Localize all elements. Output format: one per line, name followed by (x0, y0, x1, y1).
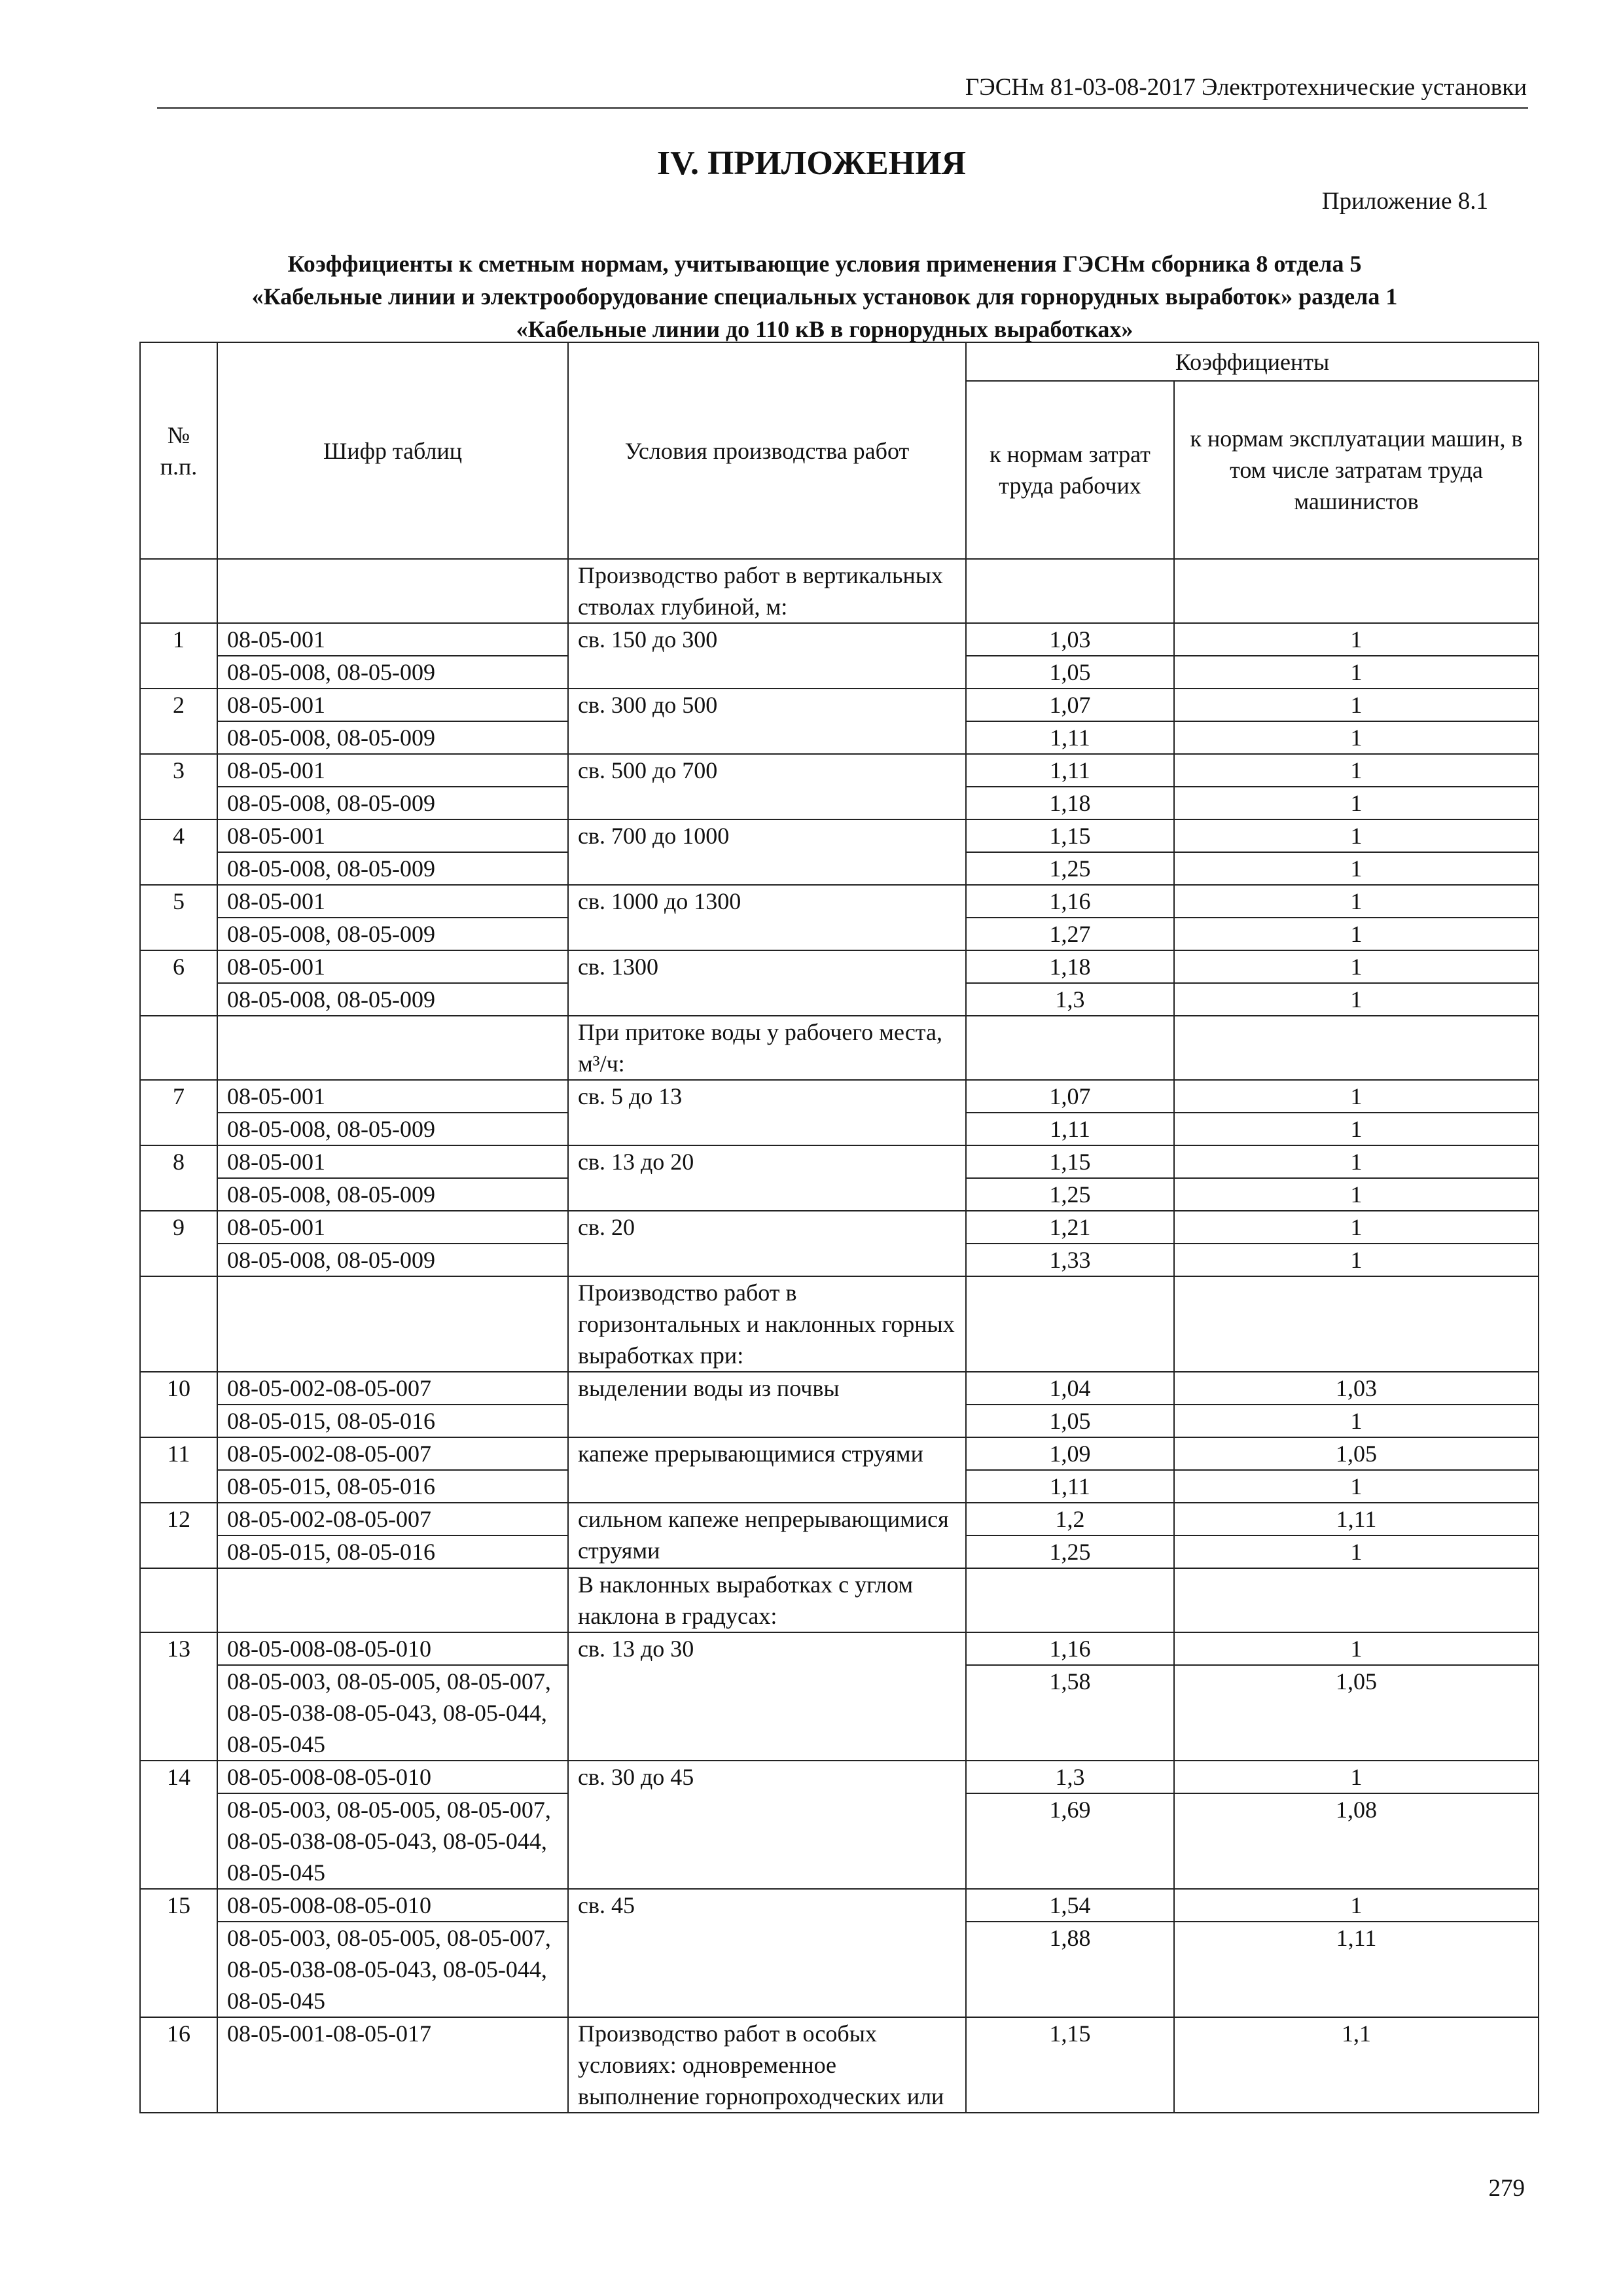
row-number: 16 (140, 2017, 217, 2113)
table-code: 08-05-001 (217, 689, 568, 721)
header-code: Шифр таблиц (217, 342, 568, 559)
machine-coefficient: 1 (1174, 1178, 1539, 1211)
table-body (140, 559, 1539, 2113)
machine-coefficient: 1 (1174, 819, 1539, 852)
labor-coefficient: 1,04 (966, 1372, 1174, 1405)
row-number: 1 (140, 623, 217, 689)
labor-coefficient: 1,05 (966, 656, 1174, 689)
num-cell (140, 1276, 217, 1372)
section-heading-row (140, 1016, 1539, 1080)
work-condition: св. 13 до 20 (568, 1145, 966, 1211)
labor-coefficient: 1,11 (966, 1470, 1174, 1503)
table-row (140, 885, 1539, 918)
labor-coefficient: 1,27 (966, 918, 1174, 950)
machine-coefficient: 1,05 (1174, 1437, 1539, 1470)
labor-coef-cell (966, 559, 1174, 623)
table-code: 08-05-003, 08-05-005, 08-05-007, 08-05-038-08-05-043, 08-05-044, 08-05-045 (217, 1922, 568, 2017)
machine-coefficient: 1 (1174, 983, 1539, 1016)
table-row (140, 1211, 1539, 1244)
table-code: 08-05-008, 08-05-009 (217, 656, 568, 689)
table-row (140, 1372, 1539, 1405)
page-number: 279 (1488, 2175, 1525, 2202)
table-code: 08-05-001-08-05-017 (217, 2017, 568, 2113)
labor-coefficient: 1,09 (966, 1437, 1174, 1470)
labor-coefficient: 1,69 (966, 1793, 1174, 1889)
table-row (140, 1503, 1539, 1535)
labor-coefficient: 1,07 (966, 1080, 1174, 1113)
header-rule (157, 107, 1528, 109)
work-condition: сильном капеже непрерывающимися струями (568, 1503, 966, 1568)
section-heading: В наклонных выработках с углом наклона в градусах: (568, 1568, 966, 1632)
machine-coefficient: 1 (1174, 885, 1539, 918)
row-number: 6 (140, 950, 217, 1016)
work-condition: св. 1300 (568, 950, 966, 1016)
table-row (140, 819, 1539, 852)
table-row (140, 1145, 1539, 1178)
labor-coefficient: 1,11 (966, 754, 1174, 787)
code-cell (217, 559, 568, 623)
machine-coefficient: 1,11 (1174, 1922, 1539, 2017)
labor-coefficient: 1,16 (966, 1632, 1174, 1665)
table-row (140, 623, 1539, 656)
table-row (140, 1889, 1539, 1922)
section-heading-row (140, 559, 1539, 623)
table-code: 08-05-001 (217, 885, 568, 918)
table-code: 08-05-002-08-05-007 (217, 1437, 568, 1470)
table-row (140, 2017, 1539, 2113)
labor-coef-cell (966, 1568, 1174, 1632)
code-cell (217, 1568, 568, 1632)
table-row (140, 950, 1539, 983)
table-code: 08-05-001 (217, 1145, 568, 1178)
table-code: 08-05-003, 08-05-005, 08-05-007, 08-05-038-08-05-043, 08-05-044, 08-05-045 (217, 1665, 568, 1761)
table-code: 08-05-008, 08-05-009 (217, 1113, 568, 1145)
table-title (151, 247, 1499, 346)
table-title-line-3: «Кабельные линии до 110 кВ в горнорудных выработках» (516, 316, 1133, 342)
machine-coefficient: 1 (1174, 1761, 1539, 1793)
table-row (140, 1632, 1539, 1665)
table-code: 08-05-008, 08-05-009 (217, 1178, 568, 1211)
machine-coefficient: 1 (1174, 1470, 1539, 1503)
table-code: 08-05-015, 08-05-016 (217, 1470, 568, 1503)
section-heading: При притоке воды у рабочего места, м³/ч: (568, 1016, 966, 1080)
work-condition: св. 13 до 30 (568, 1632, 966, 1761)
labor-coefficient: 1,88 (966, 1922, 1174, 2017)
machine-coefficient: 1 (1174, 656, 1539, 689)
num-cell (140, 1568, 217, 1632)
labor-coefficient: 1,05 (966, 1405, 1174, 1437)
table-row (140, 1080, 1539, 1113)
work-condition: св. 700 до 1000 (568, 819, 966, 885)
row-number: 14 (140, 1761, 217, 1889)
work-condition: св. 300 до 500 (568, 689, 966, 754)
labor-coefficient: 1,15 (966, 1145, 1174, 1178)
table-code: 08-05-001 (217, 754, 568, 787)
section-heading: Производство работ в вертикальных стволах глубиной, м: (568, 559, 966, 623)
table-code: 08-05-001 (217, 1211, 568, 1244)
table-code: 08-05-008, 08-05-009 (217, 721, 568, 754)
num-cell (140, 559, 217, 623)
row-number: 13 (140, 1632, 217, 1761)
header-num: № п.п. (140, 342, 217, 559)
machine-coefficient: 1,1 (1174, 2017, 1539, 2113)
row-number: 11 (140, 1437, 217, 1503)
code-cell (217, 1016, 568, 1080)
machine-coefficient: 1 (1174, 1113, 1539, 1145)
machine-coefficient: 1 (1174, 689, 1539, 721)
table-code: 08-05-003, 08-05-005, 08-05-007, 08-05-038-08-05-043, 08-05-044, 08-05-045 (217, 1793, 568, 1889)
labor-coefficient: 1,54 (966, 1889, 1174, 1922)
labor-coefficient: 1,18 (966, 787, 1174, 819)
table-row (140, 754, 1539, 787)
work-condition: св. 500 до 700 (568, 754, 966, 819)
appendix-label: Приложение 8.1 (1321, 188, 1488, 215)
labor-coefficient: 1,33 (966, 1244, 1174, 1276)
row-number: 9 (140, 1211, 217, 1276)
header-coefficients: Коэффициенты (966, 342, 1539, 381)
table-code: 08-05-001 (217, 623, 568, 656)
labor-coefficient: 1,15 (966, 2017, 1174, 2113)
row-number: 15 (140, 1889, 217, 2017)
table-row (140, 1761, 1539, 1793)
machine-coefficient: 1 (1174, 787, 1539, 819)
section-heading-row (140, 1568, 1539, 1632)
table-code: 08-05-001 (217, 819, 568, 852)
labor-coefficient: 1,25 (966, 1535, 1174, 1568)
row-number: 5 (140, 885, 217, 950)
work-condition: св. 30 до 45 (568, 1761, 966, 1889)
machine-coefficient: 1 (1174, 852, 1539, 885)
machine-coefficient: 1,05 (1174, 1665, 1539, 1761)
table-title-line-2: «Кабельные линии и электрооборудование специальных установок для горнорудных выработок» раздела 1 (251, 283, 1398, 310)
machine-coefficient: 1 (1174, 754, 1539, 787)
labor-coefficient: 1,18 (966, 950, 1174, 983)
machine-coef-cell (1174, 1276, 1539, 1372)
labor-coefficient: 1,58 (966, 1665, 1174, 1761)
work-condition: св. 150 до 300 (568, 623, 966, 689)
labor-coef-cell (966, 1276, 1174, 1372)
work-condition: св. 45 (568, 1889, 966, 2017)
labor-coefficient: 1,11 (966, 721, 1174, 754)
machine-coefficient: 1 (1174, 1632, 1539, 1665)
table-code: 08-05-015, 08-05-016 (217, 1405, 568, 1437)
header-conditions: Условия производства работ (568, 342, 966, 559)
labor-coefficient: 1,3 (966, 983, 1174, 1016)
section-heading: Производство работ в горизонтальных и наклонных горных выработках при: (568, 1276, 966, 1372)
table-code: 08-05-008, 08-05-009 (217, 787, 568, 819)
table-code: 08-05-008-08-05-010 (217, 1632, 568, 1665)
labor-coefficient: 1,21 (966, 1211, 1174, 1244)
machine-coefficient: 1 (1174, 1211, 1539, 1244)
machine-coefficient: 1 (1174, 950, 1539, 983)
table-code: 08-05-008, 08-05-009 (217, 852, 568, 885)
work-condition: выделении воды из почвы (568, 1372, 966, 1437)
table-code: 08-05-008, 08-05-009 (217, 918, 568, 950)
work-condition: св. 20 (568, 1211, 966, 1276)
labor-coefficient: 1,15 (966, 819, 1174, 852)
coefficients-table (139, 342, 1539, 2113)
machine-coefficient: 1 (1174, 623, 1539, 656)
table-title-line-1: Коэффициенты к сметным нормам, учитывающие условия применения ГЭСНм сборника 8 отдела 5 (287, 251, 1362, 277)
labor-coefficient: 1,16 (966, 885, 1174, 918)
work-condition: св. 5 до 13 (568, 1080, 966, 1145)
machine-coefficient: 1 (1174, 1080, 1539, 1113)
table-code: 08-05-008-08-05-010 (217, 1761, 568, 1793)
table-code: 08-05-008, 08-05-009 (217, 983, 568, 1016)
num-cell (140, 1016, 217, 1080)
table-code: 08-05-008-08-05-010 (217, 1889, 568, 1922)
machine-coefficient: 1 (1174, 1405, 1539, 1437)
table-row (140, 689, 1539, 721)
section-heading-row (140, 1276, 1539, 1372)
work-condition: Производство работ в особых условиях: одновременное выполнение горнопроходческих или (568, 2017, 966, 2113)
header-labor: к нормам затрат труда рабочих (966, 381, 1174, 559)
work-condition: капеже прерывающимися струями (568, 1437, 966, 1503)
machine-coef-cell (1174, 1568, 1539, 1632)
machine-coefficient: 1,08 (1174, 1793, 1539, 1889)
machine-coefficient: 1 (1174, 918, 1539, 950)
table-code: 08-05-015, 08-05-016 (217, 1535, 568, 1568)
table-code: 08-05-001 (217, 950, 568, 983)
machine-coef-cell (1174, 559, 1539, 623)
machine-coefficient: 1,11 (1174, 1503, 1539, 1535)
row-number: 12 (140, 1503, 217, 1568)
row-number: 3 (140, 754, 217, 819)
machine-coef-cell (1174, 1016, 1539, 1080)
row-number: 7 (140, 1080, 217, 1145)
machine-coefficient: 1,03 (1174, 1372, 1539, 1405)
table-code: 08-05-001 (217, 1080, 568, 1113)
labor-coefficient: 1,11 (966, 1113, 1174, 1145)
machine-coefficient: 1 (1174, 1535, 1539, 1568)
table-code: 08-05-002-08-05-007 (217, 1503, 568, 1535)
running-header: ГЭСНм 81-03-08-2017 Электротехнические установки (965, 74, 1527, 101)
table-code: 08-05-008, 08-05-009 (217, 1244, 568, 1276)
table-row (140, 1437, 1539, 1470)
header-machines: к нормам эксплуатации машин, в том числе затратам труда машинистов (1174, 381, 1539, 559)
labor-coefficient: 1,25 (966, 852, 1174, 885)
machine-coefficient: 1 (1174, 1145, 1539, 1178)
row-number: 10 (140, 1372, 217, 1437)
labor-coefficient: 1,07 (966, 689, 1174, 721)
code-cell (217, 1276, 568, 1372)
machine-coefficient: 1 (1174, 721, 1539, 754)
work-condition: св. 1000 до 1300 (568, 885, 966, 950)
machine-coefficient: 1 (1174, 1889, 1539, 1922)
row-number: 4 (140, 819, 217, 885)
row-number: 8 (140, 1145, 217, 1211)
labor-coefficient: 1,25 (966, 1178, 1174, 1211)
table-code: 08-05-002-08-05-007 (217, 1372, 568, 1405)
labor-coef-cell (966, 1016, 1174, 1080)
labor-coefficient: 1,2 (966, 1503, 1174, 1535)
labor-coefficient: 1,3 (966, 1761, 1174, 1793)
section-title: IV. ПРИЛОЖЕНИЯ (656, 145, 967, 182)
machine-coefficient: 1 (1174, 1244, 1539, 1276)
labor-coefficient: 1,03 (966, 623, 1174, 656)
row-number: 2 (140, 689, 217, 754)
